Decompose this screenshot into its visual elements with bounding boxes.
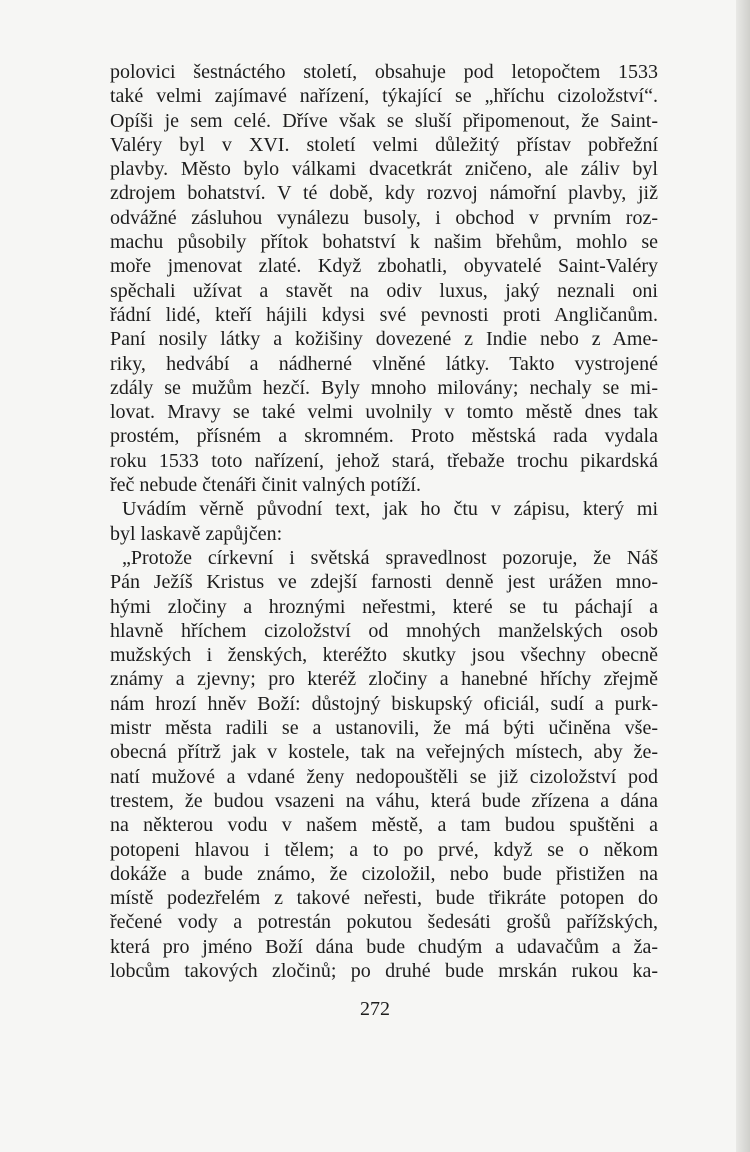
text-line: řeč nebude čtenáři činit valných potíží. [110, 474, 421, 497]
text-line: Valéry byl v XVI. století velmi důležitý přístav pobřežní [110, 133, 658, 156]
text-line: moře jmenovat zlaté. Když zbohatli, obyvatelé Saint-Valéry [110, 255, 658, 278]
text-line: Paní nosily látky a kožišiny dovezené z Indie nebo z Ame- [110, 328, 658, 351]
text-line: místě podezřelém z takové neřesti, bude třikráte potopen do [110, 887, 658, 910]
text-line: spěchali užívat a stavět na odiv luxus, jaký neznali oni [110, 279, 658, 302]
text-line: Opíši je sem celé. Dříve však se sluší připomenout, že Saint- [110, 109, 658, 132]
page-number: 272 [360, 998, 390, 1020]
text-line: zdrojem bohatství. V té době, kdy rozvoj námořní plavby, již [110, 182, 658, 205]
text-line: také velmi zajímavé nařízení, týkající se „hříchu cizoložství“. [110, 85, 658, 108]
text-line: hými zločiny a hroznými neřestmi, které se tu páchají a [110, 595, 658, 618]
text-line: polovici šestnáctého století, obsahuje pod letopočtem 1533 [110, 61, 658, 83]
text-line: trestem, že budou vsazeni na váhu, která bude zřízena a dána [110, 789, 658, 812]
text-line: Uvádím věrně původní text, jak ho čtu v zápisu, který mi [122, 498, 658, 521]
text-line: zdály se mužům hezčí. Byly mnoho milovány; nechaly se mi- [110, 376, 658, 399]
text-line: byl laskavě zapůjčen: [110, 522, 283, 545]
text-line: řádní lidé, kteří hájili kdysi své pevnosti proti Angličanům. [110, 303, 658, 326]
text-line: potopeni hlavou i tělem; a to po prvé, když se o někom [110, 838, 658, 861]
text-line: která pro jméno Boží dána bude chudým a udavačům a ža- [110, 935, 658, 958]
text-line: Pán Ježíš Kristus ve zdejší farnosti denně jest urážen mno- [110, 571, 658, 594]
text-line: lovat. Mravy se také velmi uvolnily v tomto městě dnes tak [110, 401, 658, 424]
body-text [110, 60, 658, 983]
text-line: natí mužové a vdané ženy nedopouštěli se již cizoložství pod [110, 765, 658, 788]
page-edge [736, 0, 750, 1152]
text-line: prostém, přísném a skromném. Proto městská rada vydala [110, 425, 658, 448]
text-line: „Protože církevní i světská spravedlnost pozoruje, že Náš [122, 546, 658, 569]
text-line: hlavně hříchem cizoložství od mnohých manželských osob [110, 619, 658, 642]
text-line: odvážné zásluhou vynálezu busoly, i obchod v prvním roz- [110, 206, 658, 229]
text-line: známy a zjevny; pro kteréž zločiny a hanebné hříchy zřejmě [110, 668, 658, 691]
text-line: mužských i ženských, kteréžto skutky jsou všechny obecně [110, 644, 658, 667]
text-line: obecná přítrž jak v kostele, tak na veřejných místech, aby že- [110, 741, 658, 764]
text-line: řečené vody a potrestán pokutou šedesáti grošů pařížských, [110, 911, 658, 934]
text-line: lobcům takových zločinů; po druhé bude mrskán rukou ka- [110, 959, 658, 982]
text-line: nám hrozí hněv Boží: důstojný biskupský oficiál, sudí a purk- [110, 692, 658, 715]
text-line: na některou vodu v našem městě, a tam budou spuštěni a [110, 814, 658, 837]
text-line: plavby. Město bylo válkami dvacetkrát zničeno, ale záliv byl [110, 158, 658, 181]
text-line: dokáže a bude známo, že cizoložil, nebo bude přistižen na [110, 862, 658, 885]
text-line: roku 1533 toto nařízení, jehož stará, třebaže trochu pikardská [110, 449, 658, 472]
text-line: riky, hedvábí a nádherné vlněné látky. Takto vystrojené [110, 352, 658, 375]
text-line: mistr města radili se a ustanovili, že má býti učiněna vše- [110, 717, 658, 740]
text-line: machu působily přítok bohatství k našim břehům, mohlo se [110, 231, 658, 254]
